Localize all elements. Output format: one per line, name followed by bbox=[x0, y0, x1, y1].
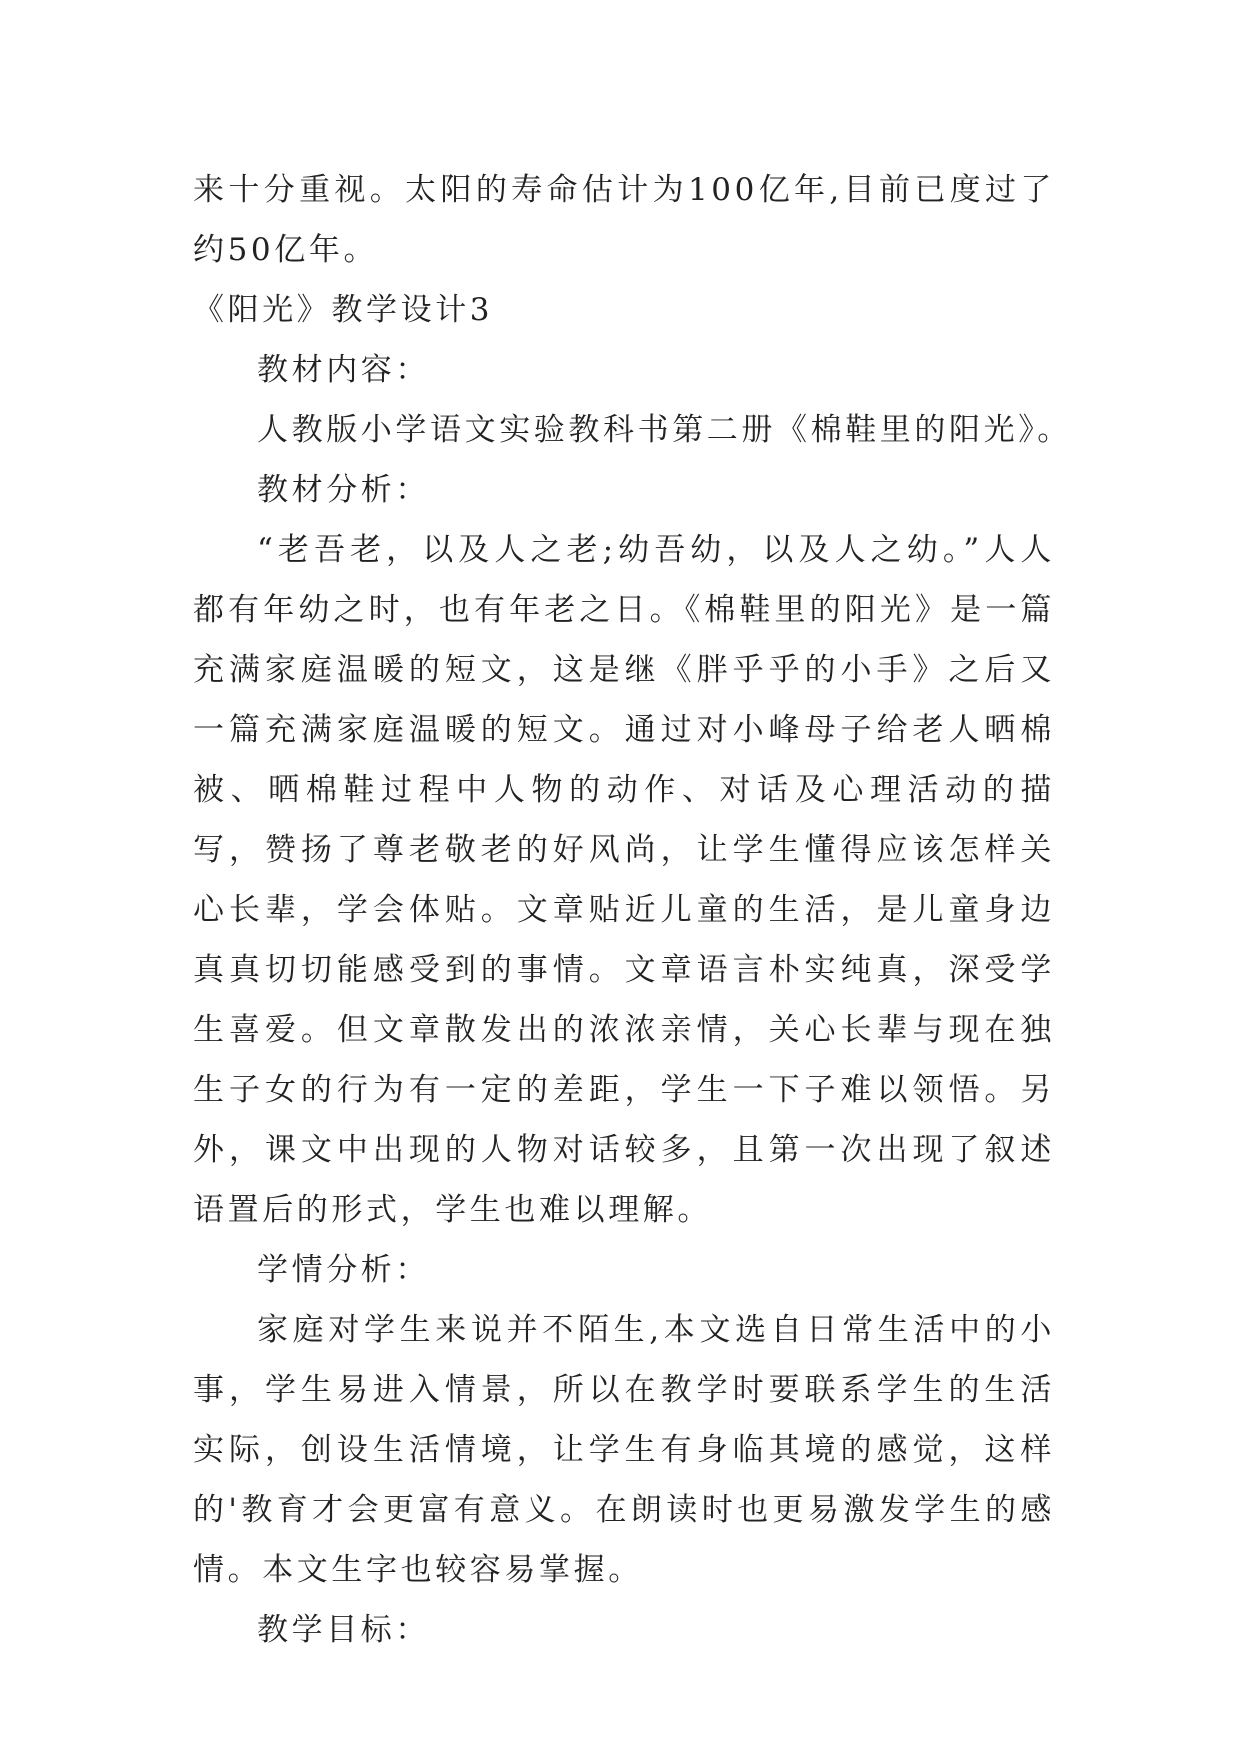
paragraph-material-content: 人教版小学语文实验教科书第二册《棉鞋里的阳光》。 bbox=[257, 412, 1072, 448]
document-page bbox=[193, 160, 1072, 1660]
heading-material-analysis: 教材分析： bbox=[257, 472, 430, 508]
paragraph-material-analysis: “老吾老，以及人之老;幼吾幼，以及人之幼。”人人都有年幼之时，也有年老之日。《棉鞋里的阳光》是一篇充满家庭温暖的短文，这是继《胖乎乎的小手》之后又一篇充满家庭温暖的短文。通过对小峰母子给老人晒棉被、晒棉鞋过程中人物的动作、对话及心理活动的描写，赞扬了尊老敬老的好风尚，让学生懂得应该怎样关心长辈，学会体贴。文章贴近儿童的生活，是儿童身边真真切切能感受到的事情。文章语言朴实纯真，深受学生喜爱。但文章散发出的浓浓亲情，关心长辈与现在独生子女的行为有一定的差距，学生一下子难以领悟。另外，课文中出现的人物对话较多，且第一次出现了叙述语置后的形式，学生也难以理解。 bbox=[193, 532, 1055, 1228]
paragraph-student-analysis: 家庭对学生来说并不陌生,本文选自日常生活中的小事，学生易进入情景，所以在教学时要联系学生的生活实际，创设生活情境，让学生有身临其境的感觉，这样的'教育才会更富有意义。在朗读时也更易激发学生的感情。本文生字也较容易掌握。 bbox=[193, 1312, 1055, 1588]
heading-teaching-goals: 教学目标： bbox=[257, 1612, 430, 1648]
continuation-paragraph: 来十分重视。太阳的寿命估计为100亿年,目前已度过了约50亿年。 bbox=[193, 172, 1055, 268]
heading-material-content: 教材内容： bbox=[257, 352, 430, 388]
heading-student-analysis: 学情分析： bbox=[257, 1252, 430, 1288]
section-title: 《阳光》教学设计3 bbox=[193, 292, 494, 328]
